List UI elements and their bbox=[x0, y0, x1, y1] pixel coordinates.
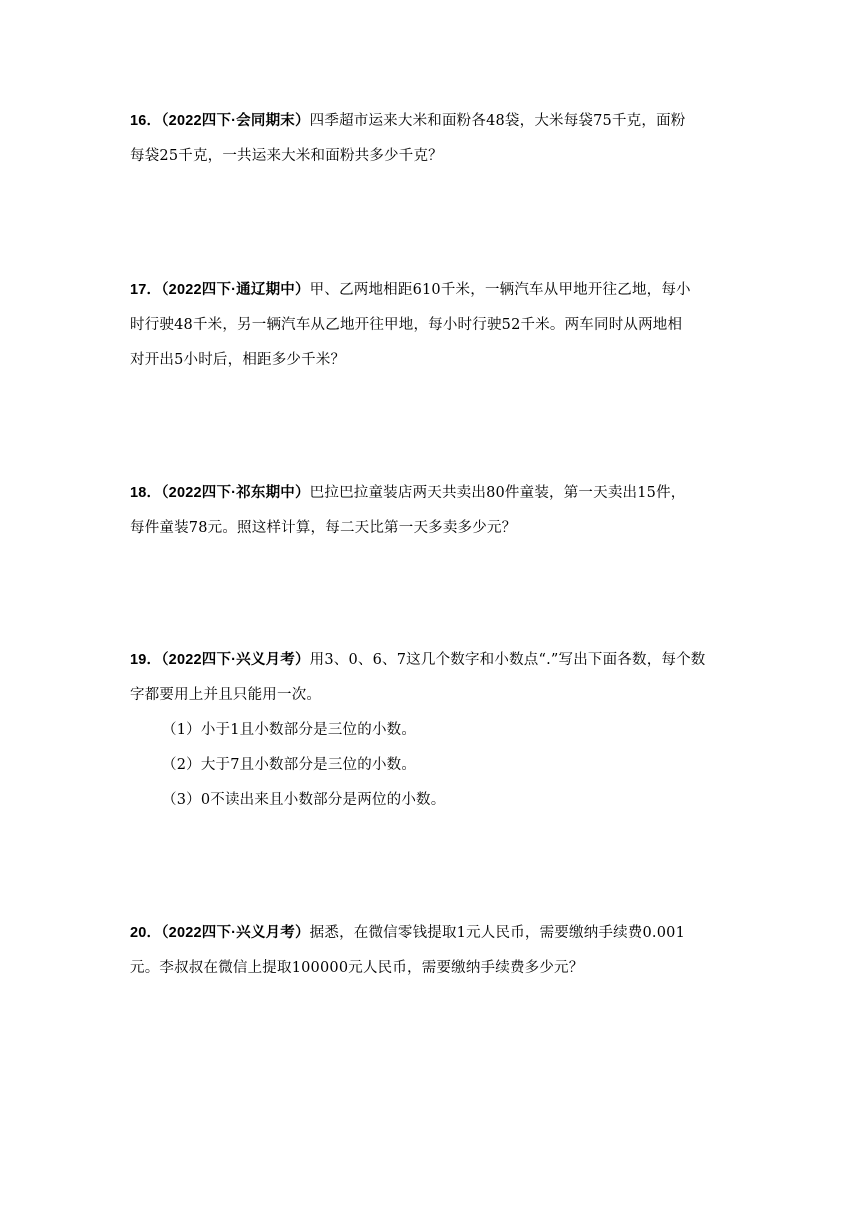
problem-16 bbox=[130, 104, 740, 174]
problem-20-line-2: 元。李叔叔在微信上提取100000元人民币，需要缴纳手续费多少元？ bbox=[130, 960, 584, 976]
problem-number: 18． bbox=[130, 485, 162, 501]
problem-source: （2022四下·兴义月考） bbox=[161, 652, 310, 668]
problem-19-line-1 bbox=[130, 643, 740, 678]
problem-19-line-2: 字都要用上并且只能用一次。 bbox=[130, 687, 322, 703]
problem-18-line-1 bbox=[130, 476, 740, 511]
problem-20 bbox=[130, 916, 740, 986]
problem-source: （2022四下·兴义月考） bbox=[161, 925, 310, 941]
problem-source: （2022四下·通辽期中） bbox=[161, 282, 310, 298]
problem-18 bbox=[130, 476, 740, 546]
problem-number: 19． bbox=[130, 652, 162, 668]
problem-number: 16． bbox=[130, 113, 162, 129]
problem-17-line-1 bbox=[130, 273, 740, 308]
problem-19 bbox=[130, 643, 740, 818]
problem-18-line-2: 每件童装78元。照这样计算，每二天比第一天多卖多少元？ bbox=[130, 520, 517, 536]
problem-19-sub-3: （3）0不读出来且小数部分是两位的小数。 bbox=[162, 792, 446, 808]
problem-text: 巴拉巴拉童装店两天共卖出80件童装，第一天卖出15件， bbox=[309, 485, 686, 501]
problem-text: 甲、乙两地相距610千米，一辆汽车从甲地开往乙地，每小 bbox=[309, 282, 691, 298]
problem-16-line-2: 每袋25千克，一共运来大米和面粉共多少千克？ bbox=[130, 148, 443, 164]
problem-17-line-3: 对开出5小时后，相距多少千米？ bbox=[130, 352, 346, 368]
problem-text: 据悉，在微信零钱提取1元人民币，需要缴纳手续费0.001 bbox=[309, 925, 686, 941]
problem-16-line-1 bbox=[130, 104, 740, 139]
problem-17 bbox=[130, 273, 740, 378]
problem-19-sub-1: （1）小于1且小数部分是三位的小数。 bbox=[162, 722, 417, 738]
problem-text: 四季超市运来大米和面粉各48袋，大米每袋75千克，面粉 bbox=[309, 113, 686, 129]
problem-19-sub-2: （2）大于7且小数部分是三位的小数。 bbox=[162, 757, 417, 773]
problem-number: 17． bbox=[130, 282, 162, 298]
problem-source: （2022四下·祁东期中） bbox=[161, 485, 310, 501]
problem-source: （2022四下·会同期末） bbox=[161, 113, 310, 129]
problem-20-line-1 bbox=[130, 916, 740, 951]
problem-text: 用3、0、6、7这几个数字和小数点“.”写出下面各数，每个数 bbox=[309, 652, 706, 668]
problem-number: 20． bbox=[130, 925, 162, 941]
problem-17-line-2: 时行驶48千米，另一辆汽车从乙地开往甲地，每小时行驶52千米。两车同时从两地相 bbox=[130, 317, 683, 333]
